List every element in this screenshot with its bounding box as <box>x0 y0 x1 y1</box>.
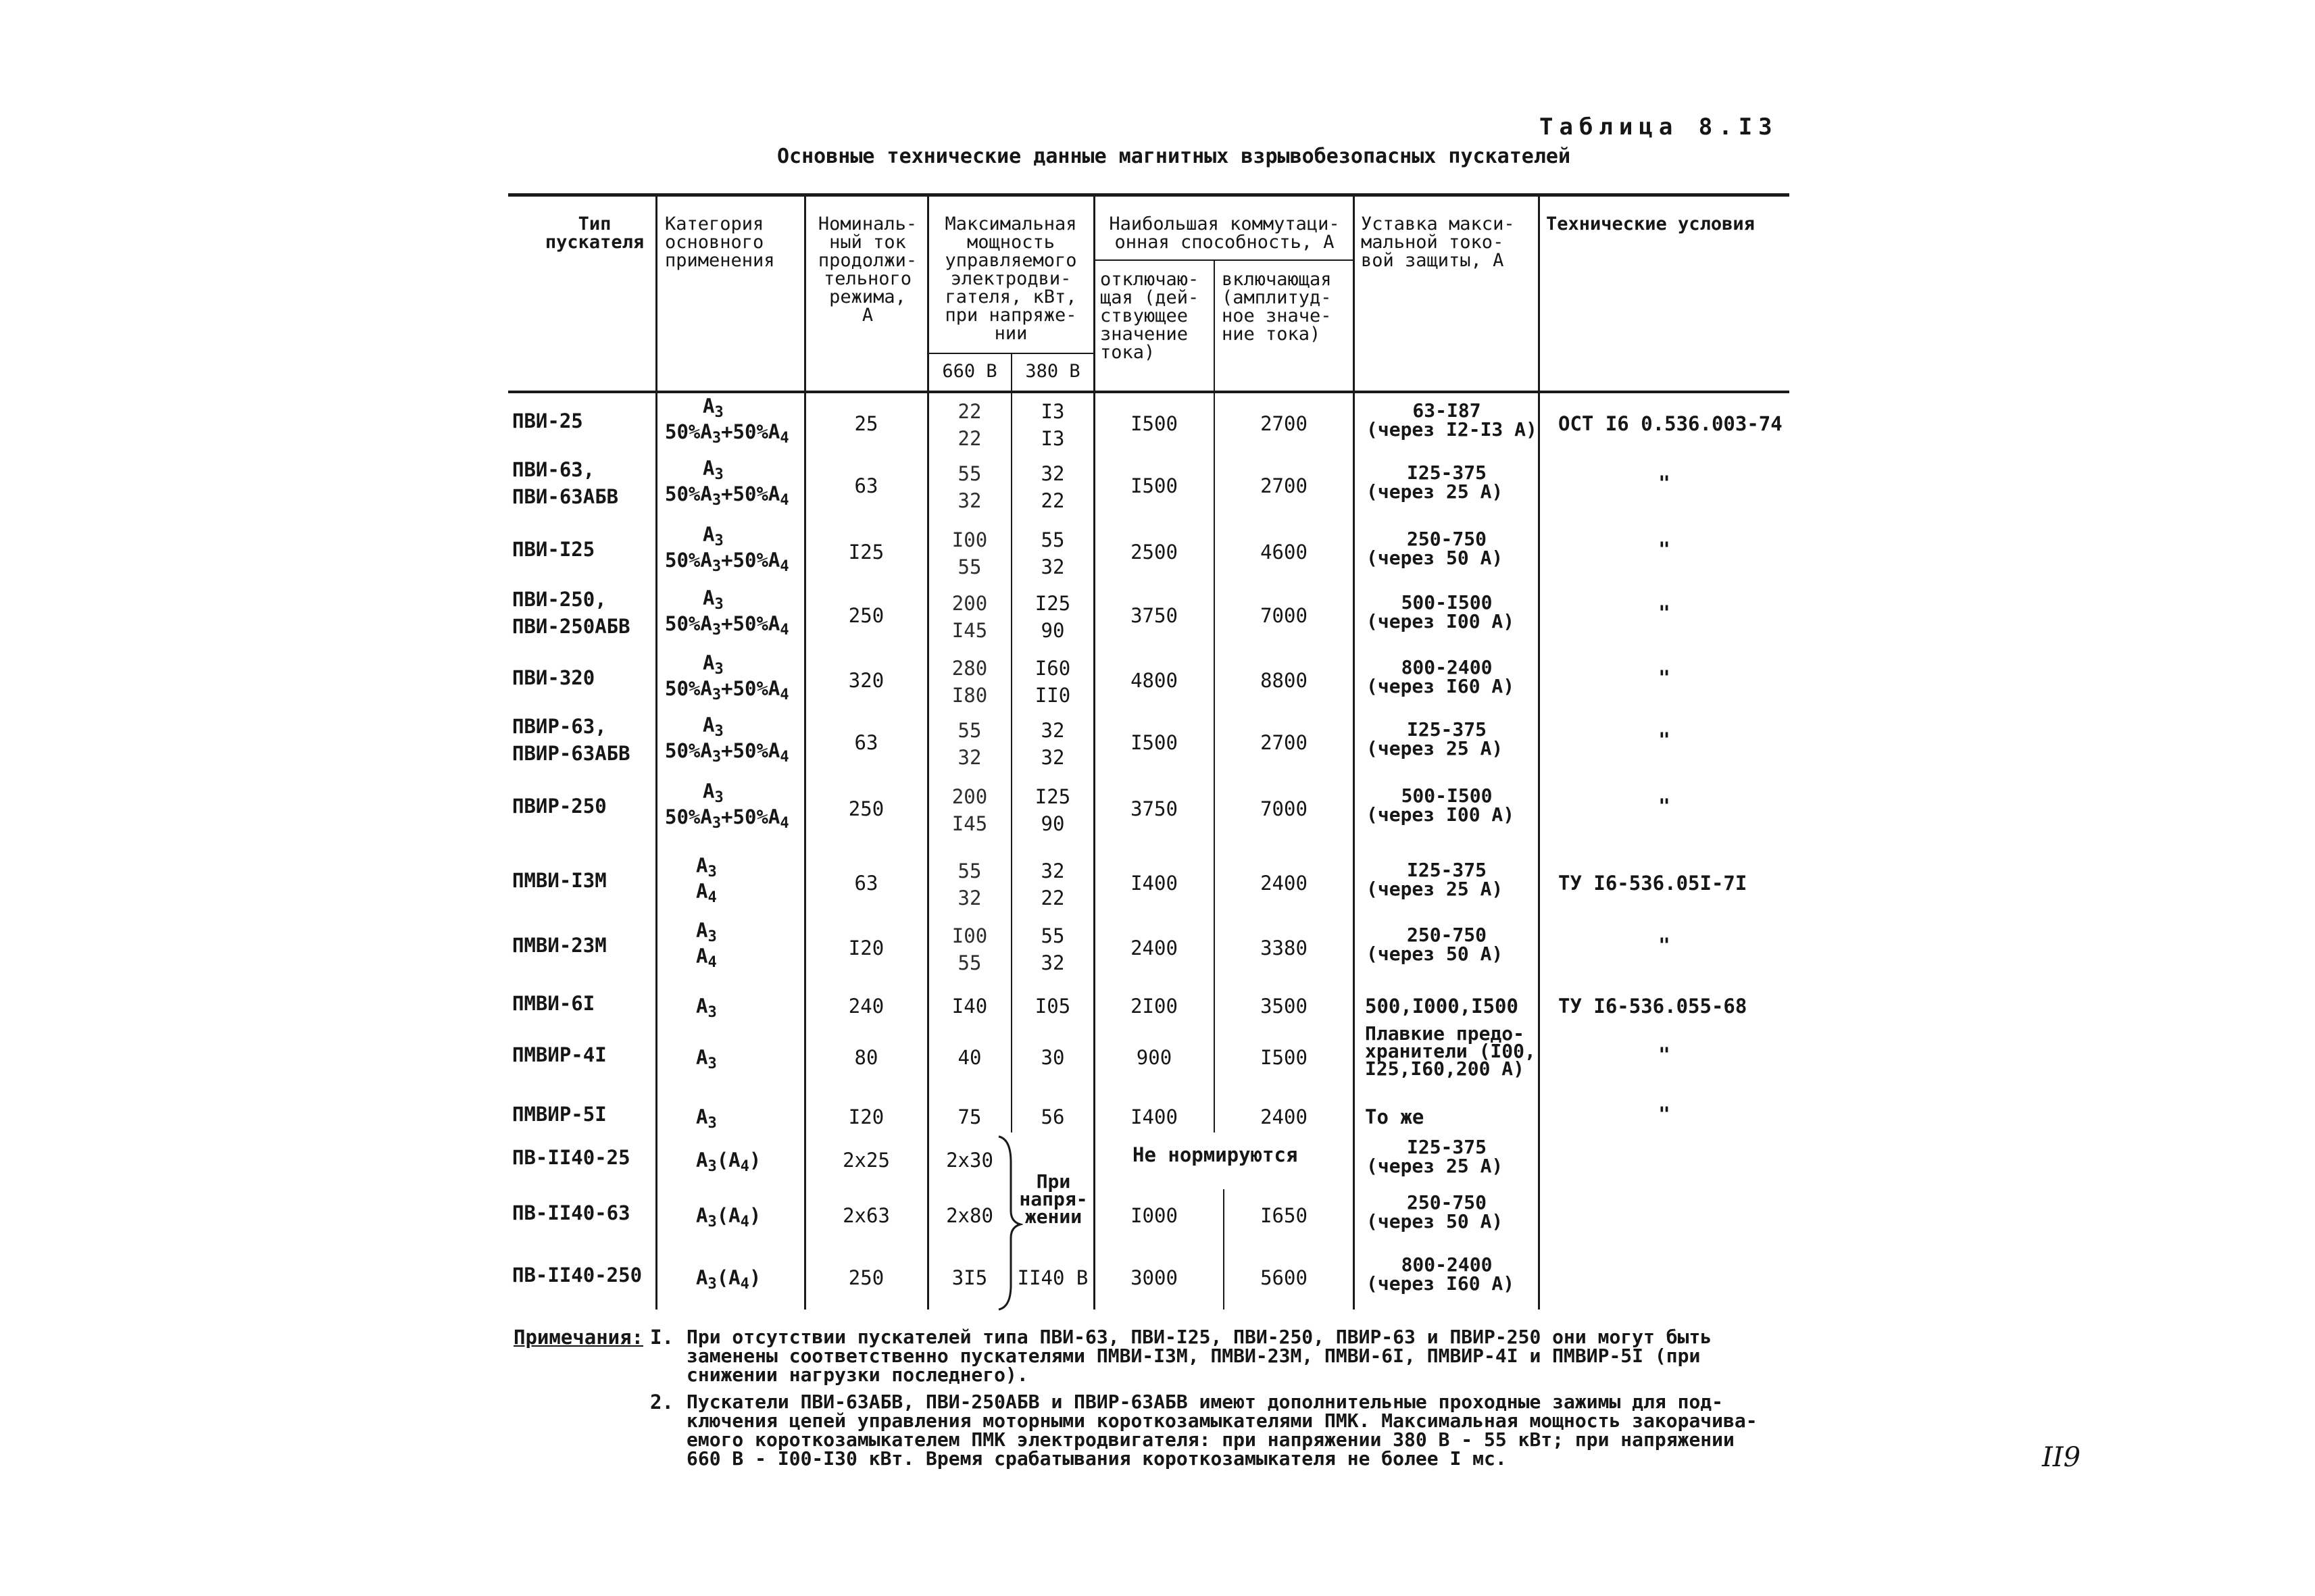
row-power-380: 32 <box>1041 719 1065 742</box>
row-commut-off: I400 <box>1130 1105 1178 1128</box>
row-setting: 250-750 <box>1406 1191 1487 1214</box>
row-type: ПВ-II40-250 <box>512 1264 643 1287</box>
row-commut-on: 2700 <box>1260 412 1308 435</box>
row-setting-2: хранители (I00, <box>1365 1040 1536 1062</box>
row-category: $А_3$ <box>703 587 724 613</box>
row-commut-off: I500 <box>1130 412 1178 435</box>
row-category: $А_3$ <box>696 1105 717 1132</box>
note-2-line-3: емого короткозамыкателем ПМК электродвигателя: при напряжении 380 В - 55 кВт; при напряжении <box>687 1428 1735 1451</box>
row-commut-on: I650 <box>1260 1204 1308 1227</box>
row-power-660: 2х80 <box>946 1204 993 1227</box>
row-category: $А_3(А_4)$ <box>696 1204 762 1230</box>
row-setting-2: (через 25 А) <box>1366 1155 1503 1177</box>
row-tech-ditto: " <box>1658 472 1670 495</box>
row-type: ПВИ-I25 <box>512 538 595 561</box>
row-power-660: 200 <box>951 785 988 808</box>
row-category-2: $50\%А_3+50\%А_4$ <box>665 420 789 447</box>
page-number: II9 <box>2042 1442 2081 1473</box>
row-commut-on: 3380 <box>1260 937 1308 959</box>
note-1-line-3: снижении нагрузки последнего). <box>687 1364 1028 1386</box>
row-commut-on: 8800 <box>1260 669 1308 692</box>
row-category: $А_3(А_4)$ <box>696 1266 762 1293</box>
row-setting: 800-2400 <box>1401 656 1493 678</box>
note-1-line-2: заменены соответственно пускателями ПМВИ-I3М, ПМВИ-23М, ПМВИ-6I, ПМВИР-4I и ПМВИР-5I (при <box>687 1345 1701 1367</box>
row-power-660: 75 <box>957 1105 982 1128</box>
row-power-380: I3 <box>1041 400 1065 423</box>
row-setting-3: I25,I60,200 А) <box>1365 1057 1525 1080</box>
row-category-2: $50\%А_3+50\%А_4$ <box>665 549 789 575</box>
row-setting-2: (через I60 А) <box>1366 1272 1515 1295</box>
row-setting: 63-I87 <box>1412 399 1481 422</box>
row-commut-off: 3750 <box>1130 797 1178 820</box>
header-setting: Уставка макси- мальной токо- вой защиты, А <box>1361 214 1515 271</box>
row-power-380: II40 В <box>1017 1266 1089 1289</box>
row-category-2: $А_4$ <box>696 945 717 971</box>
row-setting: 800-2400 <box>1401 1253 1493 1276</box>
row-power-660: 55 <box>957 462 982 485</box>
row-tech-ditto: " <box>1658 538 1670 561</box>
row-nominal: 63 <box>854 872 878 895</box>
header-380v: 380 В <box>1025 361 1080 382</box>
row-power-380: 56 <box>1041 1105 1065 1128</box>
row-setting-2: (через 50 А) <box>1366 547 1503 569</box>
row-power-380-2: I3 <box>1041 427 1065 450</box>
row-power-660: I00 <box>951 924 988 947</box>
row-nominal: I20 <box>848 937 885 959</box>
row-setting: То же <box>1365 1105 1424 1128</box>
row-setting-2: (через 25 А) <box>1366 480 1503 503</box>
row-category-2: $50\%А_3+50\%А_4$ <box>665 739 789 766</box>
row-power-660-2: I45 <box>951 619 988 642</box>
row-setting: I25-375 <box>1406 718 1487 741</box>
row-power-380: I25 <box>1035 592 1071 615</box>
row-nominal: 250 <box>848 1266 885 1289</box>
row-category: $А_3(А_4)$ <box>696 1149 762 1175</box>
col-divider-1 <box>655 196 657 1310</box>
row-setting: 500-I500 <box>1401 784 1493 807</box>
row-power-660: 200 <box>951 592 988 615</box>
row-power-380-2: 32 <box>1041 746 1065 769</box>
row-power-380-note: При напря- жении <box>1019 1170 1088 1228</box>
row-category: $А_3$ <box>703 780 724 806</box>
row-power-660-2: 32 <box>957 746 982 769</box>
row-category: $А_3$ <box>703 714 724 740</box>
row-type: ПМВИ-23М <box>512 934 607 957</box>
row-type-2: ПВИ-63АБВ <box>512 485 619 508</box>
note-1-number: I. <box>650 1326 674 1349</box>
col-divider-8 <box>1538 196 1540 1310</box>
row-power-380-2: II0 <box>1035 684 1071 707</box>
note-2-line-4: 660 В - I00-I30 кВт. Время срабатывания короткозамыкателя не более I мс. <box>687 1447 1507 1470</box>
row-setting: I25-375 <box>1406 859 1487 881</box>
row-nominal: 2х25 <box>843 1149 890 1172</box>
note-2-number: 2. <box>650 1391 674 1414</box>
row-type: ПВ-II40-25 <box>512 1146 630 1169</box>
row-nominal: 80 <box>854 1046 878 1069</box>
row-power-380-2: 32 <box>1041 951 1065 974</box>
row-power-660-2: 55 <box>957 555 982 578</box>
header-type: Тип пускателя <box>545 214 645 253</box>
table-caption: Таблица 8.I3 <box>1539 114 1778 141</box>
row-tech-ditto: " <box>1658 934 1670 957</box>
row-setting: 500,I000,I500 <box>1365 995 1518 1018</box>
row-power-660: 55 <box>957 859 982 882</box>
table-title: Основные технические данные магнитных взрывобезопасных пускателей <box>777 145 1570 168</box>
row-power-660-2: I45 <box>951 812 988 835</box>
row-type: ПВИ-250, <box>512 588 607 611</box>
row-setting: Плавкие предо- <box>1365 1022 1525 1045</box>
row-power-380: 30 <box>1041 1046 1065 1069</box>
row-commut-on: 2400 <box>1260 1105 1308 1128</box>
row-power-380: 32 <box>1041 462 1065 485</box>
row-power-380: 55 <box>1041 528 1065 551</box>
row-power-380: 32 <box>1041 859 1065 882</box>
row-tech-ditto: " <box>1658 1103 1670 1126</box>
row-category-2: $50\%А_3+50\%А_4$ <box>665 677 789 703</box>
row-category: $А_3$ <box>703 457 724 483</box>
note-2-line-1: Пускатели ПВИ-63АБВ, ПВИ-250АБВ и ПВИР-63АБВ имеют дополнительные проходные зажимы для под- <box>687 1391 1724 1413</box>
row-tech: ТУ I6-536.05I-7I <box>1558 872 1747 895</box>
row-power-380: I05 <box>1035 995 1071 1018</box>
header-commut: Наибольшая коммутаци- онная способность, А <box>1109 214 1340 253</box>
row-category: $А_3$ <box>696 854 717 880</box>
row-type: ПМВИР-4I <box>512 1043 607 1066</box>
row-commut-on: I500 <box>1260 1046 1308 1069</box>
row-power-380: I60 <box>1035 657 1071 680</box>
row-commut-off: 4800 <box>1130 669 1178 692</box>
notes-label-text: Примечания: <box>514 1326 644 1349</box>
row-tech-ditto: " <box>1658 1043 1670 1066</box>
row-setting-2: (через I00 А) <box>1366 803 1515 826</box>
row-commut-off: 900 <box>1136 1046 1172 1069</box>
header-tech: Технические условия <box>1546 214 1755 234</box>
row-type: ПВИ-63, <box>512 458 595 481</box>
note-2-line-2: ключения цепей управления моторными короткозамыкателями ПМК. Максимальная мощность закорачива- <box>687 1410 1758 1432</box>
row-nominal: 63 <box>854 731 878 754</box>
row-category: $А_3$ <box>696 919 717 945</box>
row-category-2: $50\%А_3+50\%А_4$ <box>665 482 789 509</box>
row-commut-on: 7000 <box>1260 797 1308 820</box>
row-commut-note: Не нормируются <box>1132 1143 1298 1166</box>
row-type: ПВИ-25 <box>512 409 583 432</box>
row-type: ПВИ-320 <box>512 666 595 689</box>
row-tech: ТУ I6-536.055-68 <box>1558 995 1747 1018</box>
row-nominal: 2х63 <box>843 1204 890 1227</box>
row-commut-off: 2500 <box>1130 541 1178 564</box>
row-type-2: ПВИР-63АБВ <box>512 742 630 765</box>
row-commut-on: 3500 <box>1260 995 1308 1018</box>
row-power-660: I40 <box>951 995 988 1018</box>
row-tech-ditto: " <box>1658 795 1670 818</box>
row-power-380-2: 32 <box>1041 555 1065 578</box>
row-power-660: 22 <box>957 400 982 423</box>
header-660v: 660 В <box>942 361 997 382</box>
row-nominal: 240 <box>848 995 885 1018</box>
row-power-660: 3I5 <box>951 1266 988 1289</box>
header-power: Максимальная мощность управляемого электродви- гателя, кВт, при напряже- нии <box>945 214 1077 344</box>
row-power-380-2: 90 <box>1041 619 1065 642</box>
row-nominal: 250 <box>848 604 885 627</box>
row-power-660-2: I80 <box>951 684 988 707</box>
row-power-660: 280 <box>951 657 988 680</box>
row-setting: I25-375 <box>1406 462 1487 484</box>
row-tech-ditto: " <box>1658 601 1670 624</box>
subheader-rule-commut <box>1095 259 1354 261</box>
row-nominal: 320 <box>848 669 885 692</box>
row-power-660: 40 <box>957 1046 982 1069</box>
row-nominal: 63 <box>854 474 878 497</box>
row-power-660: 2х30 <box>946 1149 993 1172</box>
row-category: $А_3$ <box>703 651 724 678</box>
row-nominal: I25 <box>848 541 885 564</box>
row-power-380-2: 22 <box>1041 887 1065 909</box>
row-commut-off: 3750 <box>1130 604 1178 627</box>
note-1-line-1: При отсутствии пускателей типа ПВИ-63, ПВИ-I25, ПВИ-250, ПВИР-63 и ПВИР-250 они могут быть <box>687 1326 1712 1348</box>
row-setting-2: (через 50 А) <box>1366 943 1503 965</box>
header-nominal: Номиналь- ный ток продолжи- тельного режима, А <box>818 214 918 326</box>
row-power-380-2: 90 <box>1041 812 1065 835</box>
notes-label <box>514 1326 643 1349</box>
row-power-660-2: 32 <box>957 887 982 909</box>
row-power-660-2: 55 <box>957 951 982 974</box>
row-type: ПМВИ-6I <box>512 992 595 1015</box>
row-commut-on: 2700 <box>1260 474 1308 497</box>
row-commut-off: I400 <box>1130 872 1178 895</box>
row-tech-ditto: " <box>1658 666 1670 689</box>
row-power-380: I25 <box>1035 785 1071 808</box>
row-type-2: ПВИ-250АБВ <box>512 615 630 638</box>
header-bottom-rule <box>508 391 1789 393</box>
row-nominal: I20 <box>848 1105 885 1128</box>
row-power-380-2: 22 <box>1041 489 1065 512</box>
row-setting-2: (через 25 А) <box>1366 878 1503 900</box>
row-power-660: I00 <box>951 528 988 551</box>
row-type: ПВИР-250 <box>512 795 607 818</box>
header-off: отключаю- щая (дей- ствующее значение тока) <box>1100 269 1199 363</box>
row-category: $А_3$ <box>696 1046 717 1072</box>
row-setting-2: (через I00 А) <box>1366 610 1515 632</box>
row-power-660-2: 32 <box>957 489 982 512</box>
row-commut-on: 5600 <box>1260 1266 1308 1289</box>
row-commut-on: 2400 <box>1260 872 1308 895</box>
row-tech-ditto: " <box>1658 728 1670 751</box>
row-category-2: $А_4$ <box>696 880 717 906</box>
row-power-660-2: 22 <box>957 427 982 450</box>
row-nominal: 25 <box>854 412 878 435</box>
row-nominal: 250 <box>848 797 885 820</box>
row-type: ПМВИР-5I <box>512 1103 607 1126</box>
row-commut-on: 2700 <box>1260 731 1308 754</box>
row-tech: ОСТ I6 0.536.003-74 <box>1558 412 1783 435</box>
row-type: ПВ-II40-63 <box>512 1201 630 1224</box>
row-category: $А_3$ <box>703 395 724 421</box>
row-commut-off: 2I00 <box>1130 995 1178 1018</box>
row-commut-off: I500 <box>1130 474 1178 497</box>
header-category: Категория основного применения <box>665 214 775 271</box>
table-top-rule <box>508 193 1789 197</box>
row-category-2: $50\%А_3+50\%А_4$ <box>665 612 789 639</box>
row-commut-off: 2400 <box>1130 937 1178 959</box>
row-setting: 250-750 <box>1406 528 1487 550</box>
row-commut-on: 7000 <box>1260 604 1308 627</box>
row-category-2: $50\%А_3+50\%А_4$ <box>665 805 789 832</box>
col-divider-7 <box>1353 196 1355 1310</box>
row-setting: 500-I500 <box>1401 591 1493 614</box>
row-type: ПВИР-63, <box>512 715 607 738</box>
row-commut-off: I000 <box>1130 1204 1178 1227</box>
header-on: включающая (амплитуд- ное значе- ние тока) <box>1222 269 1332 345</box>
row-power-380: 55 <box>1041 924 1065 947</box>
row-commut-off: 3000 <box>1130 1266 1178 1289</box>
row-power-660: 55 <box>957 719 982 742</box>
row-setting-2: (через 50 А) <box>1366 1210 1503 1232</box>
row-setting-2: (через I2-I3 А) <box>1366 418 1537 441</box>
row-setting: I25-375 <box>1406 1136 1487 1158</box>
row-setting: 250-750 <box>1406 924 1487 946</box>
row-setting-2: (через I60 А) <box>1366 675 1515 697</box>
row-commut-off: I500 <box>1130 731 1178 754</box>
row-commut-on: 4600 <box>1260 541 1308 564</box>
row-category: $А_3$ <box>696 995 717 1021</box>
row-type: ПМВИ-I3М <box>512 869 607 892</box>
row-setting-2: (через 25 А) <box>1366 737 1503 759</box>
row-category: $А_3$ <box>703 523 724 549</box>
